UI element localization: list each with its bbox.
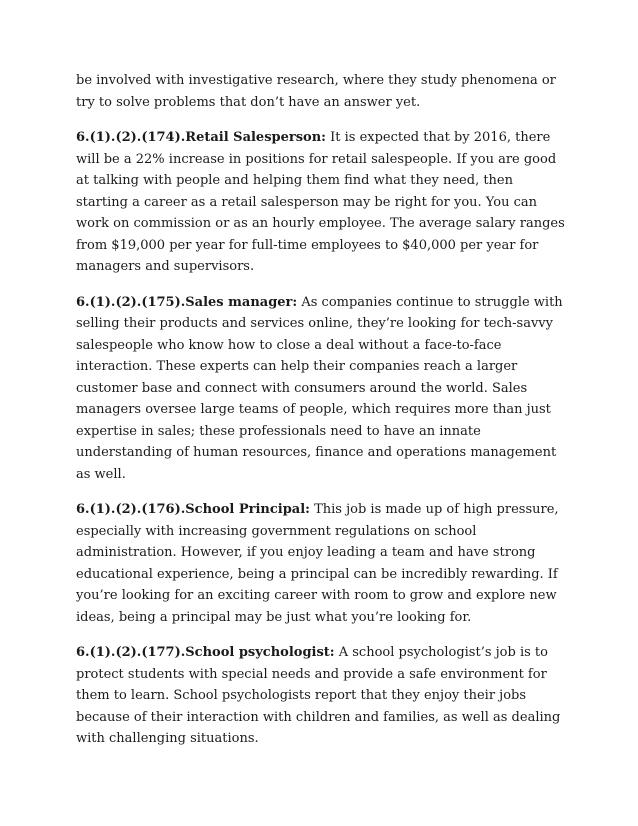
paragraph-retail-salesperson: [76, 127, 566, 278]
paragraph-school-principal: [76, 499, 566, 628]
paragraph-text: It is expected that by 2016, there will be a 22% increase in positions for retail salespeople. If you are good at talking with people and helping them find what they need, then starting a career as a retail salesperson may be right for you. You can work on commission or as an hourly employee. The average salary ranges from $19,000 per year for full-time employees to $40,000 per year for managers and supervisors.: [76, 130, 565, 274]
paragraph-heading: 6.(1).(2).(175).Sales manager:: [76, 294, 298, 310]
paragraph-school-psychologist: [76, 642, 566, 750]
paragraph-heading: 6.(1).(2).(177).School psychologist:: [76, 645, 335, 660]
paragraph-text: As companies continue to struggle with selling their products and services online, they’re looking for tech-savvy salespeople who know how to close a deal without a face-to-face interaction. These experts can help their companies reach a larger customer base and connect with consumers around the world. Sales managers oversee large teams of people, which requires more than just expertise in sales; these professionals need to have an innate understanding of human resources, finance and operations management as well.: [76, 294, 563, 482]
paragraph-heading: 6.(1).(2).(174).Retail Salesperson:: [76, 130, 326, 145]
paragraph-text: This job is made up of high pressure, especially with increasing government regulations on school administration. However, if you enjoy leading a team and have strong educational experience, being a principal can be incredibly rewarding. If you’re looking for an exciting career with room to grow and explore new ideas, being a principal may be just what you’re looking for.: [76, 502, 559, 625]
paragraph-sales-manager: [76, 292, 566, 486]
paragraph-text: be involved with investigative research, where they study phenomena or try to solve problems that don’t have an answer yet.: [76, 73, 556, 110]
paragraph-heading: 6.(1).(2).(176).School Principal:: [76, 502, 310, 517]
paragraph-text: A school psychologist’s job is to protect students with special needs and provide a safe environment for them to learn. School psychologists report that they enjoy their jobs because of their interaction with children and families, as well as dealing with challenging situations.: [76, 645, 561, 746]
paragraph-intro: [76, 70, 566, 113]
document-page: [76, 70, 566, 764]
